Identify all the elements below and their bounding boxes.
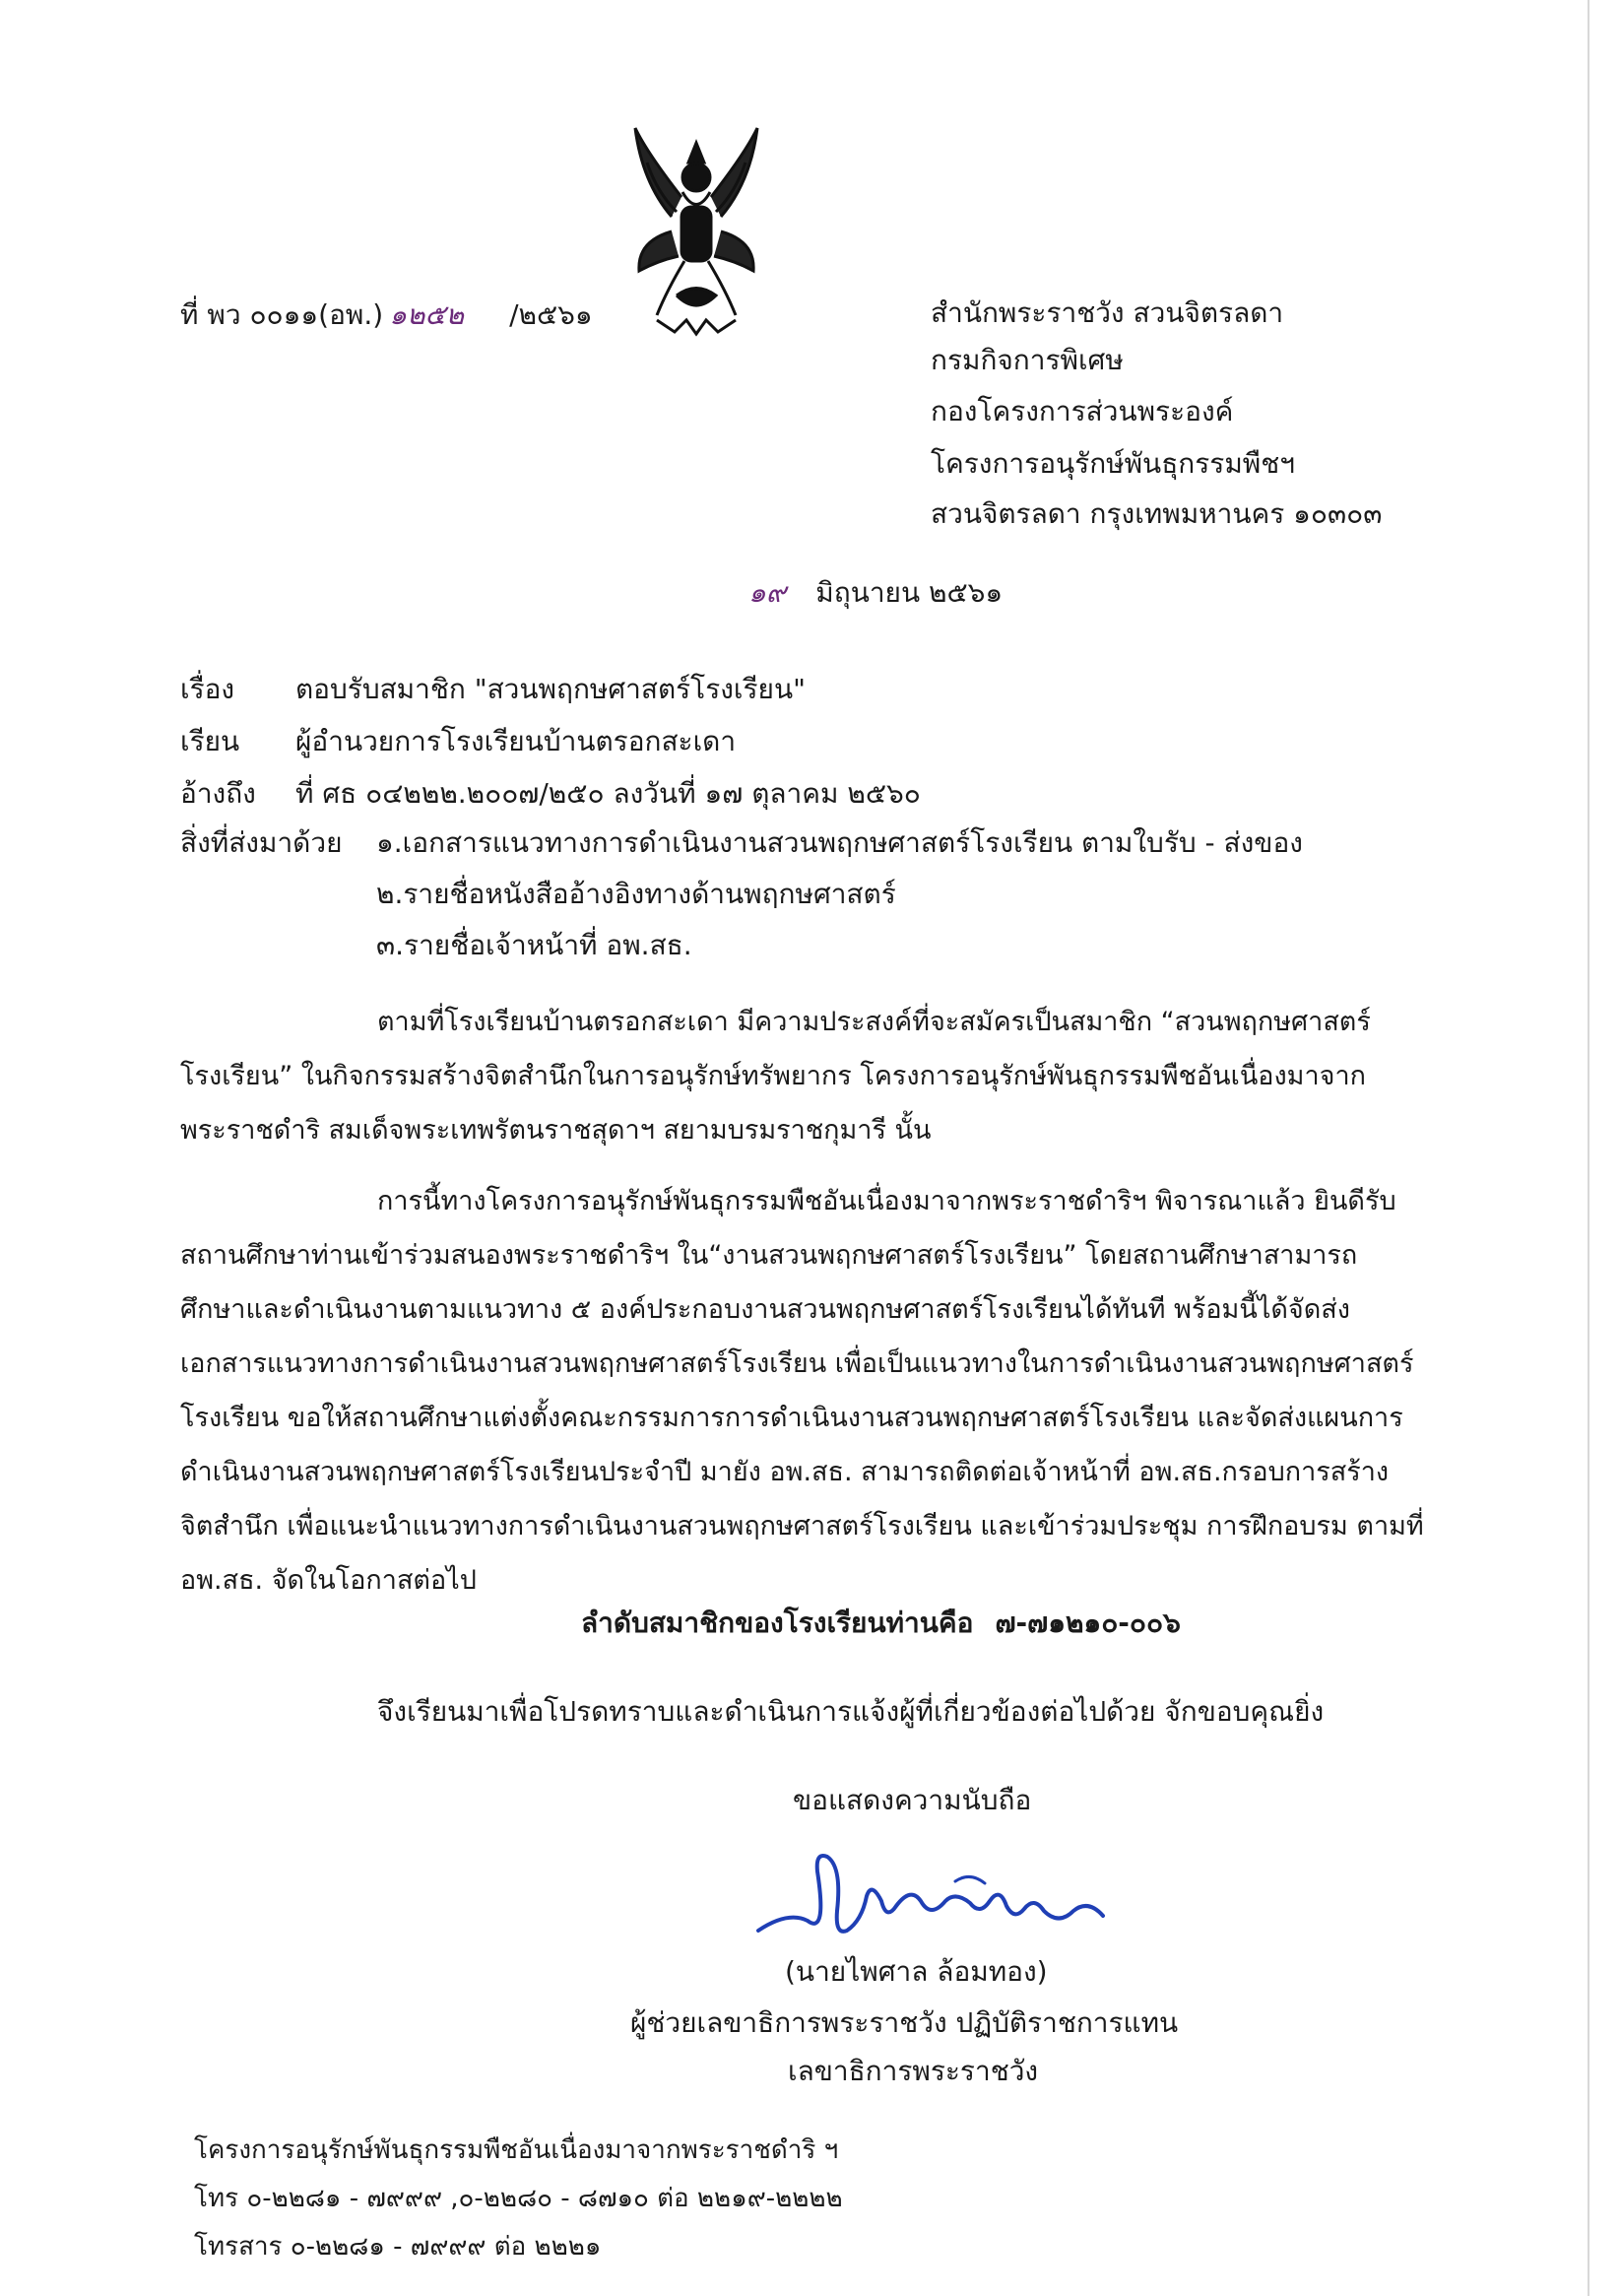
paragraph-line: ดำเนินงานสวนพฤกษศาสตร์โรงเรียนประจำปี มายัง อพ.สธ. สามารถติดต่อเจ้าหน้าที่ อพ.สธ.กรอบการสร้าง [180,1457,1390,1487]
paragraph-line: เอกสารแนวทางการดำเนินงานสวนพฤกษศาสตร์โรงเรียน เพื่อเป็นแนวทางในการดำเนินงานสวนพฤกษศาสตร์ [180,1348,1414,1379]
office-line: สวนจิตรลดา กรุงเทพมหานคร ๑๐๓๐๓ [931,497,1383,530]
signatory-title: ผู้ช่วยเลขาธิการพระราชวัง ปฏิบัติราชการแทน [630,2006,1179,2039]
footer-fax: โทรสาร ๐-๒๒๘๑ - ๗๙๙๙ ต่อ ๒๒๒๑ [194,2232,602,2262]
enclosure-item: ๓.รายชื่อเจ้าหน้าที่ อพ.สธ. [376,929,692,961]
to-value: ผู้อำนวยการโรงเรียนบ้านตรอกสะเดา [295,725,737,757]
to-label: เรียน [180,725,240,757]
signature-icon [748,1842,1123,1960]
enclosures-label: สิ่งที่ส่งมาด้วย [180,826,343,859]
reference-label: อ้างถึง [180,777,256,810]
member-number: ๗-๗๑๒๑๐-๐๐๖ [995,1607,1181,1639]
footer-organization: โครงการอนุรักษ์พันธุกรรมพืชอันเนื่องมาจากพระราชดำริ ฯ [194,2135,839,2165]
member-number-line [581,1604,1181,1643]
garuda-emblem-icon [627,123,765,338]
signatory-title: เลขาธิการพระราชวัง [788,2055,1039,2087]
office-line: สำนักพระราชวัง สวนจิตรลดา [931,296,1284,329]
body-paragraph-1 [180,995,1431,1157]
enclosure-item: ๑.เอกสารแนวทางการดำเนินงานสวนพฤกษศาสตร์โรงเรียน ตามใบรับ - ส่งของ [376,826,1303,859]
reference-handwritten-number: ๑๒๕๒ [389,298,465,331]
paragraph-line: โรงเรียน ขอให้สถานศึกษาแต่งตั้งคณะกรรมการการดำเนินงานสวนพฤกษศาสตร์โรงเรียน และจัดส่งแผนการ [180,1403,1403,1433]
paragraph-line: โรงเรียน” ในกิจกรรมสร้างจิตสำนึกในการอนุรักษ์ทรัพยากร โครงการอนุรักษ์พันธุกรรมพืชอันเนื่องมาจาก [180,1061,1366,1091]
paragraph-line: ศึกษาและดำเนินงานตามแนวทาง ๕ องค์ประกอบงานสวนพฤกษศาสตร์โรงเรียนได้ทันที พร้อมนี้ได้จัดส่ง [180,1294,1350,1325]
scan-edge-line [1588,0,1589,2296]
date-month-year: มิถุนายน ๒๕๖๑ [815,576,1004,609]
footer-phone: โทร ๐-๒๒๘๑ - ๗๙๙๙ ,๐-๒๒๘๐ - ๘๗๑๐ ต่อ ๒๒๑๙-๒๒๒๒ [194,2184,843,2213]
paragraph-line: อพ.สธ. จัดในโอกาสต่อไป [180,1565,477,1596]
reference-value: ที่ ศธ ๐๔๒๒๒.๒๐๐๗/๒๕๐ ลงวันที่ ๑๗ ตุลาคม ๒๕๖๐ [295,777,921,810]
paragraph-line: พระราชดำริ สมเด็จพระเทพรัตนราชสุดาฯ สยามบรมราชกุมารี นั้น [180,1115,932,1146]
member-number-label: ลำดับสมาชิกของโรงเรียนท่านคือ [581,1607,974,1639]
letter-date [748,573,1003,613]
closing-sentence: จึงเรียนมาเพื่อโปรดทราบและดำเนินการแจ้งผู้ที่เกี่ยวข้องต่อไปด้วย จักขอบคุณยิ่ง [377,1695,1325,1728]
subject-value: ตอบรับสมาชิก "สวนพฤกษศาสตร์โรงเรียน" [295,673,806,705]
reference-year: /๒๕๖๑ [509,298,593,331]
paragraph-line: การนี้ทางโครงการอนุรักษ์พันธุกรรมพืชอันเนื่องมาจากพระราชดำริฯ พิจารณาแล้ว ยินดีรับ [377,1186,1396,1216]
paragraph-line: ตามที่โรงเรียนบ้านตรอกสะเดา มีความประสงค์ที่จะสมัครเป็นสมาชิก “สวนพฤกษศาสตร์ [377,1007,1371,1037]
reference-prefix: ที่ พว ๐๐๑๑(อพ.) [180,298,384,331]
signatory-name: (นายไพศาล ล้อมทอง) [785,1955,1048,1988]
office-line: กรมกิจการพิเศษ [931,344,1124,376]
paragraph-line: จิตสำนึก เพื่อแนะนำแนวทางการดำเนินงานสวนพฤกษศาสตร์โรงเรียน และเข้าร่วมประชุม การฝึกอบรม ตามที่ [180,1511,1424,1542]
reference-number [180,295,593,335]
paragraph-line: สถานศึกษาท่านเข้าร่วมสนองพระราชดำริฯ ใน“งานสวนพฤกษศาสตร์โรงเรียน” โดยสถานศึกษาสามารถ [180,1240,1358,1271]
regards: ขอแสดงความนับถือ [793,1784,1032,1816]
enclosure-item: ๒.รายชื่อหนังสืออ้างอิงทางด้านพฤกษศาสตร์ [376,878,896,910]
date-day-handwritten: ๑๙ [748,576,787,609]
office-line: โครงการอนุรักษ์พันธุกรรมพืชฯ [931,447,1295,480]
body-paragraph-2 [180,1174,1431,1607]
subject-label: เรื่อง [180,673,235,705]
office-line: กองโครงการส่วนพระองค์ [931,395,1234,427]
